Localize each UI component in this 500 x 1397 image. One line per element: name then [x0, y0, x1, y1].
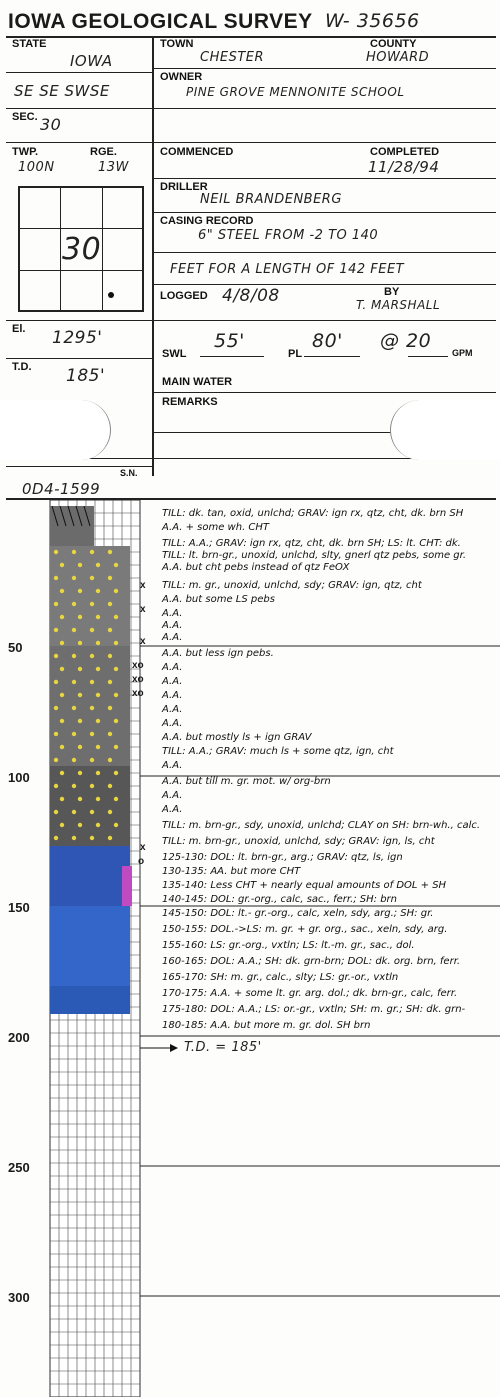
- pl-label: PL: [288, 348, 303, 360]
- driller-value: NEIL BRANDENBERG: [200, 192, 342, 207]
- card-title: IOWA GEOLOGICAL SURVEY: [8, 10, 313, 33]
- township-label: TWP.: [12, 146, 39, 158]
- section-grid: [18, 186, 144, 312]
- marker-xo: xo: [132, 660, 144, 671]
- log-entry: A.A. but cht pebs instead of qtz FeOX: [162, 562, 350, 573]
- depth-100: 100: [8, 770, 30, 785]
- range-label: RGE.: [90, 146, 117, 158]
- log-entry: TILL: lt. brn-gr., unoxid, unlchd, slty, gnerl qtz pebs, some gr.: [162, 550, 467, 561]
- log-entry: A.A. but less ign pebs.: [162, 648, 274, 659]
- log-entry: A.A. but till m. gr. mot. w/ org-brn: [162, 776, 331, 787]
- log-entry: 155-160: LS: gr.-org., vxtln; LS: lt.-m. gr., sac., dol.: [162, 940, 415, 951]
- log-entry: A.A.: [162, 790, 183, 801]
- log-entry: A.A.: [162, 632, 183, 643]
- section-value: 30: [40, 115, 62, 134]
- log-entry: 125-130: DOL: lt. brn-gr., arg.; GRAV: qtz, ls, ign: [162, 852, 403, 863]
- log-entry: 130-135: AA. but more CHT: [162, 866, 301, 877]
- logged-label: LOGGED: [160, 290, 208, 302]
- log-entry: A.A.: [162, 760, 183, 771]
- logged-date: 4/8/08: [222, 286, 280, 306]
- gpm-label: GPM: [452, 348, 473, 358]
- gpm-value: @ 20: [380, 330, 432, 352]
- log-entry: 145-150: DOL: lt.- gr.-org., calc, xeln, sdy, arg.; SH: gr.: [162, 908, 434, 919]
- state-value: IOWA: [70, 52, 113, 70]
- log-entry: 150-155: DOL.->LS: m. gr. + gr. org., sac., xeln, sdy, arg.: [162, 924, 448, 935]
- log-entry: 170-175: A.A. + some lt. gr. arg. dol.; dk. brn-gr., calc, ferr.: [162, 988, 458, 999]
- elevation-value: 1295': [52, 328, 103, 348]
- county-value: HOWARD: [366, 50, 430, 65]
- remarks-label: REMARKS: [162, 396, 218, 408]
- depth-250: 250: [8, 1160, 30, 1175]
- state-label: STATE: [12, 38, 47, 50]
- log-entry: TILL: m. brn-gr., unoxid, unlchd, sdy; GRAV: ign, ls, cht: [162, 836, 435, 847]
- log-entry: A.A.: [162, 704, 183, 715]
- casing-line-1: 6" STEEL FROM -2 TO 140: [198, 228, 379, 243]
- column-divider: [152, 36, 154, 476]
- serial-label: S.N.: [120, 468, 138, 478]
- depth-200: 200: [8, 1030, 30, 1045]
- log-entry: A.A. but mostly ls + ign GRAV: [162, 732, 312, 743]
- town-value: CHESTER: [200, 50, 265, 65]
- location-value: SE SE SWSE: [14, 82, 110, 100]
- card-tab-left: [0, 400, 111, 460]
- section-label: SEC.: [12, 111, 38, 123]
- well-location-dot: [108, 292, 114, 298]
- log-entry: 140-145: DOL: gr.-org., calc, sac., ferr.; SH: brn: [162, 894, 398, 905]
- log-entry: A.A.: [162, 690, 183, 701]
- top-border: [6, 36, 496, 38]
- completed-value: 11/28/94: [368, 158, 440, 176]
- town-label: TOWN: [160, 38, 194, 50]
- owner-value: PINE GROVE MENNONITE SCHOOL: [186, 85, 405, 99]
- log-entry: 175-180: DOL: A.A.; LS: or.-gr., vxtln; SH: m. gr.; SH: dk. grn-: [162, 1004, 466, 1015]
- log-entry: 165-170: SH: m. gr., calc., slty; LS: gr.-or., vxtln: [162, 972, 399, 983]
- log-entry: A.A.: [162, 620, 183, 631]
- pl-value: 80': [312, 330, 343, 352]
- log-entry: 180-185: A.A. but more m. gr. dol. SH brn: [162, 1020, 371, 1031]
- casing-record-label: CASING RECORD: [160, 215, 254, 227]
- marker-xo: xo: [132, 688, 144, 699]
- log-entry: 160-165: DOL: A.A.; SH: dk. grn-brn; DOL: dk. org. brn, ferr.: [162, 956, 461, 967]
- serial-value: 0D4-1599: [22, 480, 101, 498]
- log-entry: A.A. but some LS pebs: [162, 594, 275, 605]
- log-entry: A.A.: [162, 608, 183, 619]
- depth-50: 50: [8, 640, 23, 655]
- depth-150: 150: [8, 900, 30, 915]
- log-entry: 135-140: Less CHT + nearly equal amounts of DOL + SH: [162, 880, 447, 891]
- log-entry: A.A.: [162, 804, 183, 815]
- marker-x: x: [140, 842, 146, 853]
- logged-by-label: BY: [384, 286, 400, 298]
- logged-by-value: T. MARSHALL: [356, 298, 441, 312]
- swl-value: 55': [214, 330, 245, 352]
- casing-line-2: FEET FOR A LENGTH OF 142 FEET: [170, 262, 405, 277]
- total-depth-value: 185': [66, 366, 106, 386]
- total-depth-note: T.D. = 185': [184, 1040, 262, 1055]
- commenced-label: COMMENCED: [160, 146, 234, 158]
- log-entry: A.A. + some wh. CHT: [162, 522, 270, 533]
- marker-o: o: [138, 856, 145, 867]
- marker-x: x: [140, 604, 146, 615]
- log-entry: TILL: A.A.; GRAV: ign rx, qtz, cht, dk. brn SH; LS: lt. CHT: dk.: [162, 538, 461, 549]
- elevation-label: El.: [12, 323, 26, 335]
- owner-label: OWNER: [160, 71, 203, 83]
- marker-xo: xo: [132, 674, 144, 685]
- county-label: COUNTY: [370, 38, 417, 50]
- log-entry: TILL: m. brn-gr., sdy, unoxid, unlchd; CLAY on SH: brn-wh., calc.: [162, 820, 481, 831]
- well-number: W- 35656: [325, 10, 420, 32]
- log-entry: TILL: m. gr., unoxid, unlchd, sdy; GRAV: ign, qtz, cht: [162, 580, 422, 591]
- total-depth-label: T.D.: [12, 361, 32, 373]
- completed-label: COMPLETED: [370, 146, 440, 158]
- range-value: 13W: [98, 160, 129, 175]
- card-tab-right: [390, 400, 500, 460]
- marker-x: x: [140, 580, 146, 591]
- marker-x: x: [140, 636, 146, 647]
- main-water-label: MAIN WATER: [162, 376, 233, 388]
- depth-300: 300: [8, 1290, 30, 1305]
- log-entry: A.A.: [162, 718, 183, 729]
- township-value: 100N: [18, 160, 55, 175]
- log-entry: A.A.: [162, 662, 183, 673]
- log-entry: TILL: A.A.; GRAV: much ls + some qtz, ign, cht: [162, 746, 394, 757]
- log-entry: TILL: dk. tan, oxid, unlchd; GRAV: ign rx, qtz, cht, dk. brn SH: [162, 508, 464, 519]
- swl-label: SWL: [162, 348, 187, 360]
- log-entry: A.A.: [162, 676, 183, 687]
- grid-section-number: 30: [62, 232, 102, 267]
- driller-label: DRILLER: [160, 181, 208, 193]
